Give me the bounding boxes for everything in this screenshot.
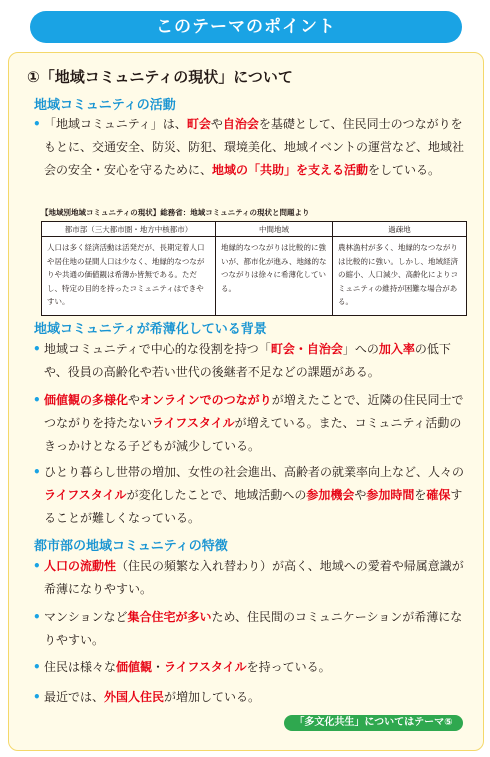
text: 地域コミュニティで中心的な役割を持つ「 (44, 342, 271, 356)
highlight: ライフスタイル (44, 488, 127, 502)
highlight: オンラインでのつながり (140, 393, 272, 407)
highlight: 確保 (426, 488, 451, 502)
background-bullet-3 (33, 461, 465, 530)
text: をしている。 (368, 163, 441, 177)
background-bullet-1 (33, 338, 465, 384)
text: が変化したことで、地域活動への (126, 488, 307, 502)
text: や (128, 393, 141, 407)
table-title: 【地域別地域コミュニティの現状】総務省：地域コミュニティの現状と問題より (41, 208, 310, 217)
text: 「地域コミュニティ」は、 (44, 117, 187, 131)
bullet-dot-icon: • (33, 465, 41, 479)
theme-points-header: このテーマのポイント (30, 11, 462, 43)
bullet-dot-icon: • (33, 610, 41, 624)
text: が増えたことで、近隣の住民同士でつながりを持たない (44, 393, 464, 430)
bullet-dot-icon: • (33, 342, 41, 356)
text: や (354, 488, 367, 502)
highlight: 集合住宅が多い (127, 610, 212, 624)
highlight: ライフスタイル (152, 416, 235, 430)
highlight: 外国人住民 (104, 690, 165, 704)
highlight: ライフスタイル (164, 660, 247, 674)
text: が増加している。 (164, 690, 261, 704)
urban-bullet-3 (33, 656, 465, 679)
text: が増えている。また、コミュニティ活動のきっかけとなる子どもが減少している。 (44, 416, 462, 453)
highlight: 価値観の多様化 (44, 393, 129, 407)
subheading-background: 地域コミュニティが希薄化している背景 (34, 322, 267, 337)
highlight: 自治会 (222, 117, 259, 131)
text: （住民の頻繁な入れ替わり）が高く、地域への愛着や帰属意識が希薄になりやすい。 (44, 559, 464, 596)
urban-bullet-4 (33, 686, 465, 709)
highlight: 参加機会 (306, 488, 355, 502)
text: マンションなど (44, 610, 128, 624)
text: 住民は様々な (44, 660, 117, 674)
urban-bullet-1 (33, 555, 465, 601)
cell-urban: 人口は多く経済活動は活発だが、長期定着人口や居住地の昼間人口は少なく、地縁的なつながりや共通の価値観は希薄か皆無である。ただし、特定の目的を持ったコミュニティはできやすい。 (42, 237, 216, 316)
bullet-dot-icon: • (33, 660, 41, 674)
col-header-urban: 都市部（三大都市圏・地方中核都市） (42, 222, 216, 237)
text: を基礎として、住民同士のつながりをもとに、交通安全、防災、防犯、環境美化、地域イベントの運営など、地域社会の安全・安心を守るために、 (44, 117, 465, 177)
bullet-dot-icon: • (33, 393, 41, 407)
bullet-dot-icon: • (33, 117, 41, 131)
background-bullet-2 (33, 389, 465, 458)
text: ・ (152, 660, 165, 674)
text: ひとり暮らし世帯の増加、女性の社会進出、高齢者の就業率向上など、人々の (44, 465, 465, 479)
subheading-urban: 都市部の地域コミュニティの特徴 (34, 539, 228, 554)
multicultural-theme-tag: 「多文化共生」についてはテーマ⑤ (284, 715, 463, 731)
subheading-activity: 地域コミュニティの活動 (34, 98, 176, 113)
highlight: 町会 (186, 117, 211, 131)
bullet-dot-icon: • (33, 690, 41, 704)
regional-community-table (41, 221, 467, 316)
text: することが難しくなっている。 (44, 488, 463, 525)
highlight: 参加時間 (366, 488, 415, 502)
section-title: ①「地域コミュニティの現状」について (27, 68, 293, 86)
highlight: 価値観 (116, 660, 153, 674)
text: 」への (342, 342, 379, 356)
activity-bullet (33, 113, 465, 182)
text: ため、住民間のコミュニケーションが希薄になりやすい。 (44, 610, 463, 647)
table-row (42, 237, 467, 316)
highlight: 町会・自治会 (270, 342, 343, 356)
highlight: 地域の「共助」を支える活動 (212, 163, 369, 177)
highlight: 加入率 (378, 342, 415, 356)
highlight: 人口の流動性 (44, 559, 117, 573)
cell-depopulated: 農林漁村が多く、地縁的なつながりは比較的に強い。しかし、地域経済の縮小、人口減少、高齢化によりコミュニティの維持が困難な場合がある。 (333, 237, 467, 316)
text: や (210, 117, 223, 131)
cell-intermediate: 地縁的なつながりは比較的に強いが、都市化が進み、地縁的なつながりは徐々に希薄化している。 (216, 237, 333, 316)
text: 最近では、 (44, 690, 105, 704)
urban-bullet-2 (33, 606, 465, 652)
col-header-depopulated: 過疎地 (333, 222, 467, 237)
text: の低下や、役員の高齢化や若い世代の後継者不足などの課題がある。 (44, 342, 451, 379)
text: を持っている。 (246, 660, 331, 674)
text: を (414, 488, 427, 502)
col-header-intermediate: 中間地域 (216, 222, 333, 237)
table-header-row (42, 222, 467, 237)
bullet-dot-icon: • (33, 559, 41, 573)
